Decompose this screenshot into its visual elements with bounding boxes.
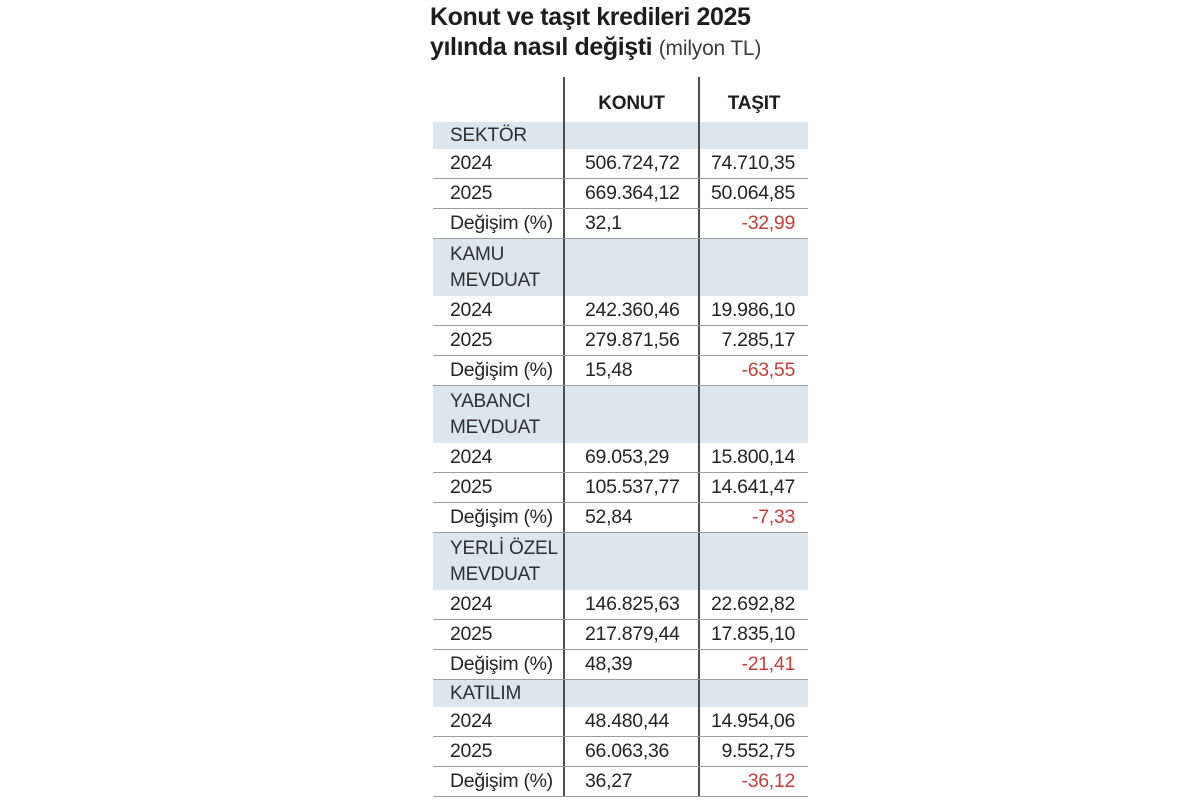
unit-note: (milyon TL) (658, 37, 762, 60)
section-name-cell (433, 239, 563, 296)
section-header-row (433, 386, 808, 443)
section-header-row (433, 239, 808, 296)
header-tasit-cell: TAŞIT (698, 77, 808, 122)
section-name-cell (433, 122, 563, 149)
row-label-cell: 2024 (450, 446, 493, 468)
konut-value-cell: 506.724,72 (563, 149, 698, 178)
tasit-value-cell: 22.692,82 (698, 590, 808, 619)
konut-value-cell: 69.053,29 (563, 443, 698, 472)
row-label-cell: 2025 (450, 329, 493, 351)
table-row (433, 737, 808, 767)
konut-value-cell: 242.360,46 (563, 296, 698, 325)
section-empty-konut-cell (563, 533, 698, 590)
section-name-line: SEKTÖR (450, 124, 527, 146)
row-label-cell: Değişim (%) (450, 653, 553, 675)
section-name-line: YABANCI (450, 390, 531, 412)
chart-title-line2-bold: yılında nasıl değişti (430, 33, 653, 61)
tasit-value-cell: 17.835,10 (698, 620, 808, 649)
section-empty-tasit-cell (698, 239, 808, 296)
section-empty-tasit-cell (698, 386, 808, 443)
row-label-cell: 2024 (450, 710, 493, 732)
section-name-line: MEVDUAT (450, 563, 541, 585)
loans-infographic (430, 0, 810, 797)
chart-title-line1: Konut ve taşıt kredileri 2025 (430, 3, 751, 31)
tasit-value-cell: 19.986,10 (698, 296, 808, 325)
table-header-row (433, 77, 808, 122)
row-label-cell: 2025 (450, 476, 493, 498)
konut-value-cell: 105.537,77 (563, 473, 698, 502)
row-label-cell: 2025 (450, 623, 493, 645)
konut-value-cell: 669.364,12 (563, 179, 698, 208)
konut-value-cell: 146.825,63 (563, 590, 698, 619)
row-label-cell: Değişim (%) (450, 770, 553, 792)
tasit-value-cell: 15.800,14 (698, 443, 808, 472)
section-empty-konut-cell (563, 239, 698, 296)
table-body (433, 122, 808, 797)
header-konut-cell: KONUT (563, 77, 698, 122)
section-header-row (433, 680, 808, 707)
table-row (433, 473, 808, 503)
loans-table (433, 77, 808, 797)
table-row (433, 296, 808, 326)
table-row (433, 590, 808, 620)
section-name-cell (433, 680, 563, 707)
table-row (433, 209, 808, 239)
section-empty-tasit-cell (698, 533, 808, 590)
section-empty-konut-cell (563, 680, 698, 707)
section-name-cell (433, 533, 563, 590)
row-label-cell: 2025 (450, 740, 493, 762)
section-empty-konut-cell (563, 122, 698, 149)
konut-value-cell: 48.480,44 (563, 707, 698, 736)
tasit-value-cell: -32,99 (698, 209, 808, 238)
table-row (433, 707, 808, 737)
section-name-line: YERLİ ÖZEL (450, 537, 558, 559)
konut-value-cell: 217.879,44 (563, 620, 698, 649)
section-name-line: MEVDUAT (450, 269, 541, 291)
tasit-value-cell: 7.285,17 (698, 326, 808, 355)
tasit-value-cell: -36,12 (698, 767, 808, 796)
row-label-cell: 2024 (450, 299, 493, 321)
table-row (433, 443, 808, 473)
konut-value-cell: 36,27 (563, 767, 698, 796)
section-empty-konut-cell (563, 386, 698, 443)
table-row (433, 149, 808, 179)
table-row (433, 650, 808, 680)
row-label-cell: Değişim (%) (450, 359, 553, 381)
row-label-cell: 2024 (450, 593, 493, 615)
konut-value-cell: 66.063,36 (563, 737, 698, 766)
section-name-line: MEVDUAT (450, 416, 541, 438)
section-name-cell (433, 386, 563, 443)
table-row (433, 356, 808, 386)
tasit-value-cell: -21,41 (698, 650, 808, 679)
tasit-value-cell: 50.064,85 (698, 179, 808, 208)
tasit-value-cell: 14.641,47 (698, 473, 808, 502)
section-name-line: KATILIM (450, 682, 522, 704)
row-label-cell: Değişim (%) (450, 212, 553, 234)
table-row (433, 503, 808, 533)
konut-value-cell: 32,1 (563, 209, 698, 238)
table-row (433, 179, 808, 209)
section-empty-tasit-cell (698, 680, 808, 707)
tasit-value-cell: 9.552,75 (698, 737, 808, 766)
konut-value-cell: 15,48 (563, 356, 698, 385)
tasit-value-cell: -7,33 (698, 503, 808, 532)
row-label-cell: Değişim (%) (450, 506, 553, 528)
table-row (433, 326, 808, 356)
tasit-value-cell: -63,55 (698, 356, 808, 385)
row-label-cell: 2024 (450, 152, 493, 174)
konut-value-cell: 279.871,56 (563, 326, 698, 355)
section-name-line: KAMU (450, 243, 505, 265)
table-row (433, 767, 808, 797)
header-empty-cell (433, 77, 563, 122)
table-row (433, 620, 808, 650)
konut-value-cell: 48,39 (563, 650, 698, 679)
tasit-value-cell: 14.954,06 (698, 707, 808, 736)
chart-title-line2 (430, 32, 810, 64)
section-header-row (433, 122, 808, 149)
tasit-value-cell: 74.710,35 (698, 149, 808, 178)
section-empty-tasit-cell (698, 122, 808, 149)
section-header-row (433, 533, 808, 590)
konut-value-cell: 52,84 (563, 503, 698, 532)
row-label-cell: 2025 (450, 182, 493, 204)
chart-title (430, 2, 810, 64)
